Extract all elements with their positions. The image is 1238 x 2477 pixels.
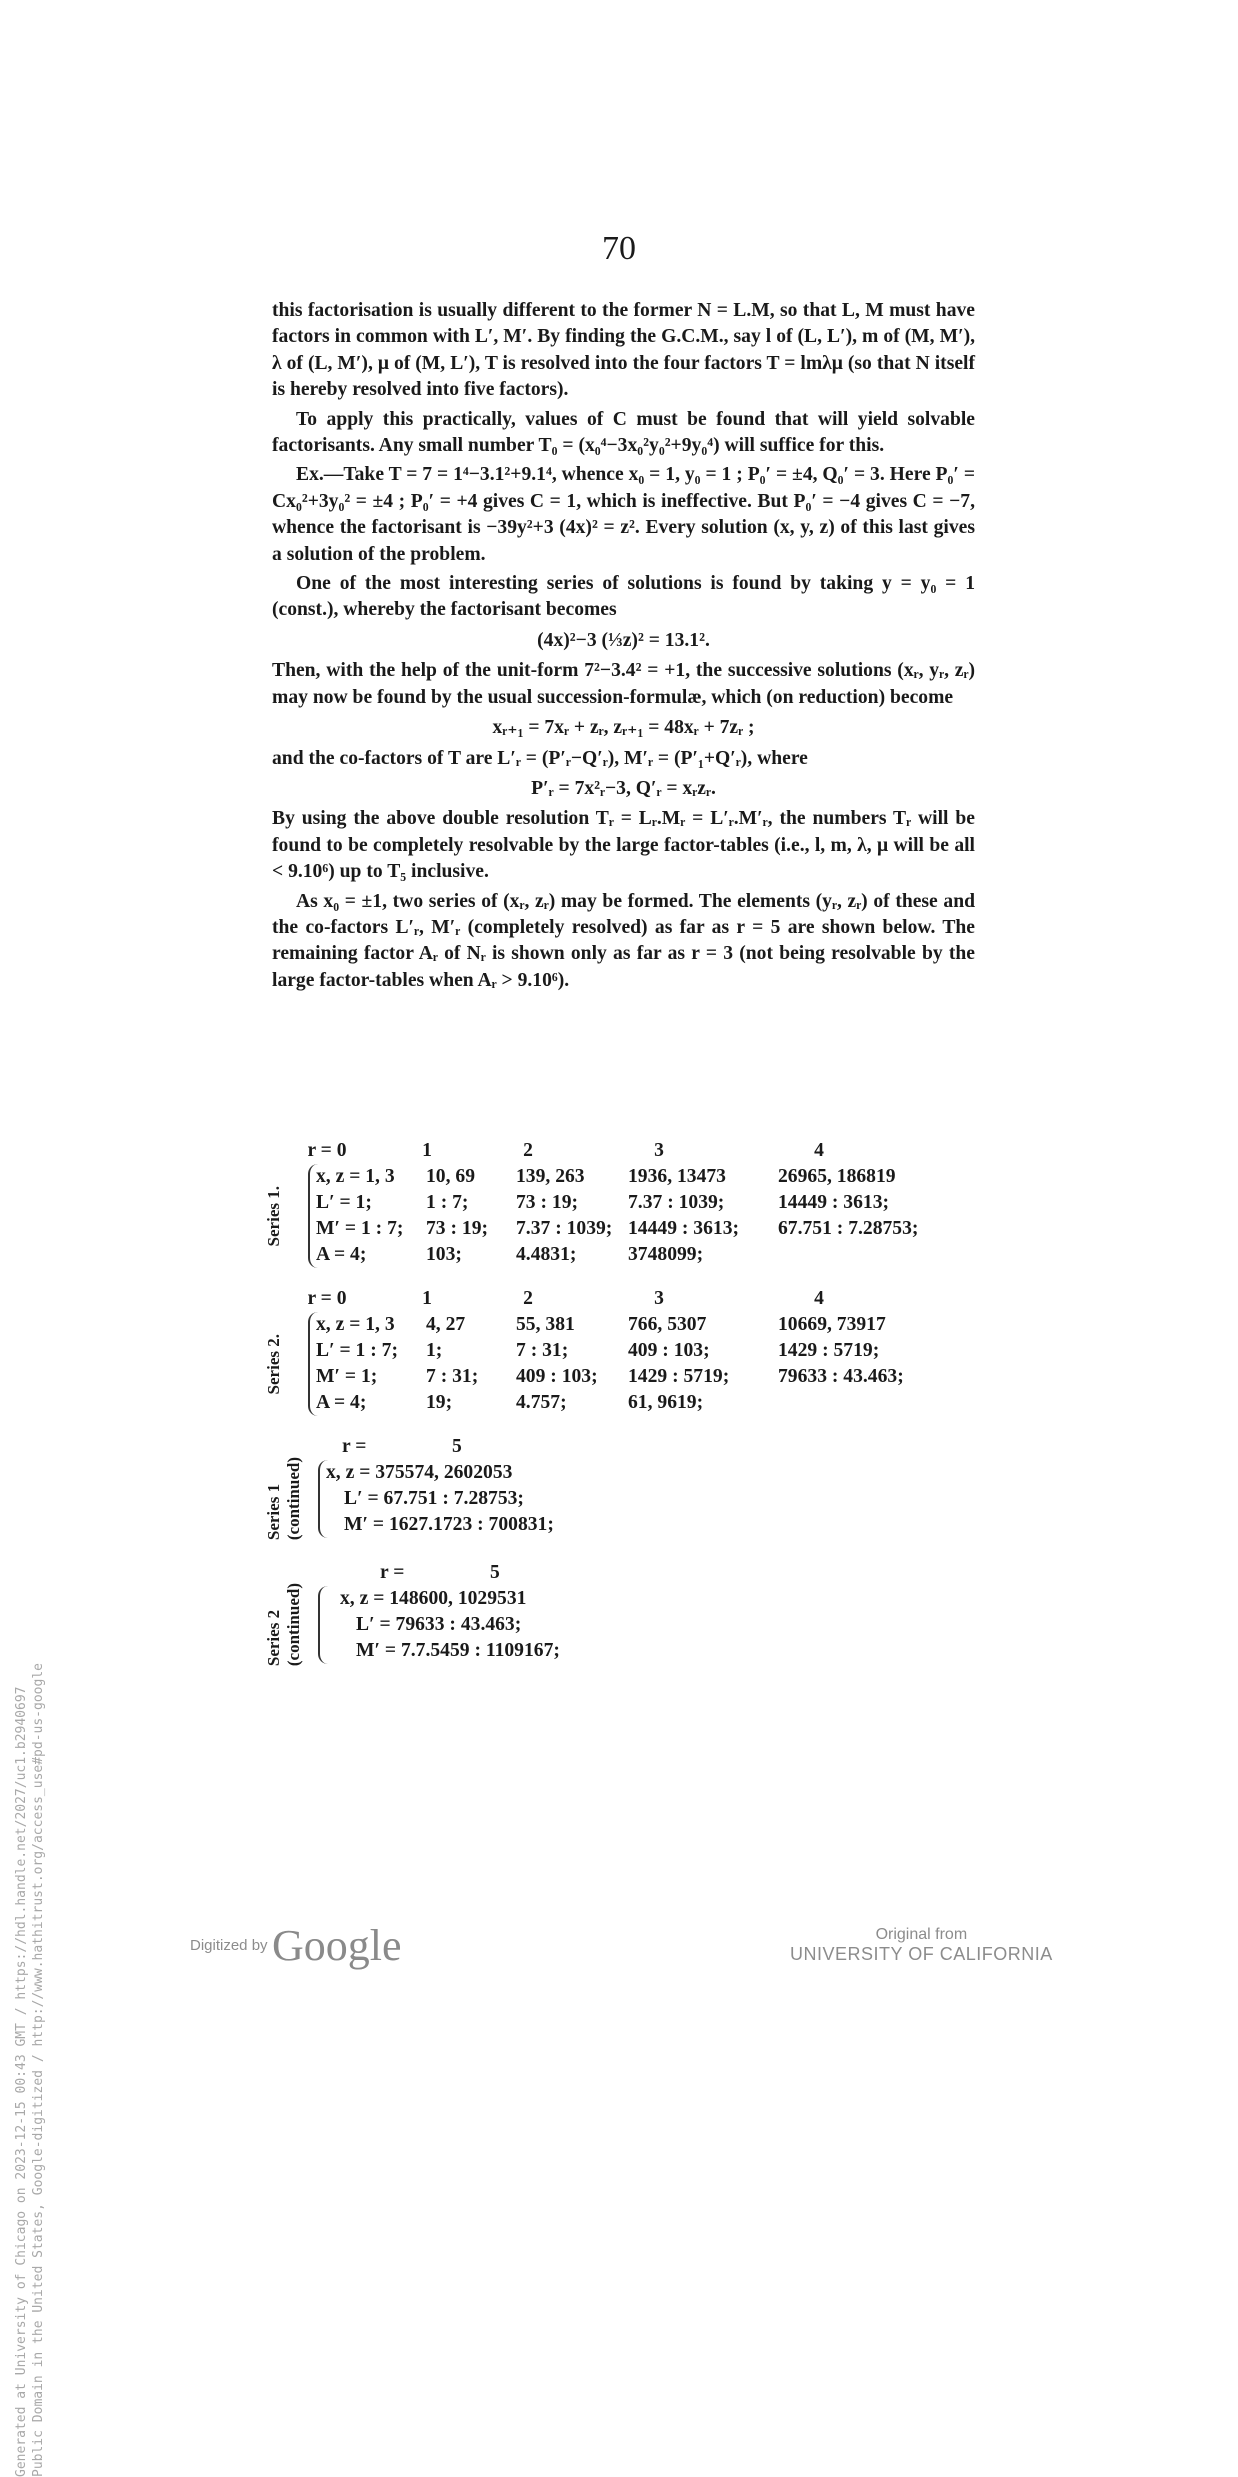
paragraph: and the co-factors of T are L′ᵣ = (P′ᵣ−Q′ᵣ), M′ᵣ = (P′₁+Q′ᵣ), where — [272, 747, 808, 769]
hathitrust-watermark — [13, 497, 47, 2477]
header-cell: 1 — [422, 1288, 432, 1309]
table-row: M′ = 1 : 7; 73 : 19; 7.37 : 1039; 14449 : 3613; 67.751 : 7.28753; — [316, 1218, 919, 1239]
table-row: x, z = 1, 3 4, 27 55, 381 766, 5307 10669, 73917 — [316, 1314, 886, 1335]
body-text — [272, 298, 975, 997]
equation: P′ᵣ = 7x²ᵣ−3, Q′ᵣ = xᵣzᵣ. — [531, 777, 716, 799]
header-cell: r = 0 — [307, 1288, 347, 1309]
digitized-by-google — [190, 1920, 402, 1971]
table-header: r = 5 — [342, 1436, 462, 1457]
series-label: Series 2. — [264, 1333, 283, 1395]
table-row: M′ = 7.7.5459 : 1109167; — [356, 1640, 560, 1661]
table-row: x, z = 375574, 2602053 — [326, 1462, 513, 1483]
series-label: Series 1. — [264, 1185, 283, 1247]
table-header — [230, 1286, 992, 1312]
header-cell: r = 0 — [307, 1140, 347, 1161]
table-row: L′ = 1 : 7; 1; 7 : 31; 409 : 103; 1429 : 5719; — [316, 1340, 880, 1361]
series-2-table — [264, 1286, 992, 1416]
paragraph: By using the above double resolution Tᵣ = Lᵣ.Mᵣ = L′ᵣ.M′ᵣ, the numbers Tᵣ will be found to be completely resolvable by the large factor-tables (i.e., l, m, λ, μ will be all < 9.10⁶) up to T₅ inclusive. — [272, 808, 975, 883]
series-1-continued — [264, 1434, 992, 1541]
google-logo: Google — [272, 1921, 402, 1970]
original-from-label: Original from — [875, 1926, 968, 1943]
header-cell: 2 — [523, 1140, 533, 1161]
paragraph: this factorisation is usually different to the former N = L.M, so that L, M must have factors in common with L′, M′. By finding the G.C.M., say l of (L, L′), m of (M, M′), λ of (L, M′), μ of (M, L′), T is resolved into the four factors T = lmλμ (so that N itself is hereby resolved into five factors). — [272, 300, 975, 401]
table-row: x, z = 1, 3 10, 69 139, 263 1936, 13473 26965, 186819 — [316, 1166, 896, 1187]
series-label: Series 1 (continued) — [264, 1457, 303, 1541]
watermark-line: Public Domain in the United States, Google-digitized / http://www.hathitrust.org/access_use#pd-us-google — [31, 1663, 46, 2477]
header-cell: 2 — [523, 1288, 533, 1309]
table-row: M′ = 1627.1723 : 700831; — [344, 1514, 554, 1535]
table-row: x, z = 148600, 1029531 — [340, 1588, 527, 1609]
paragraph: Ex.—Take T = 7 = 1⁴−3.1²+9.1⁴, whence x₀ = 1, y₀ = 1 ; P₀′ = ±4, Q₀′ = 3. Here P₀′ = Cx₀²+3y₀² = ±4 ; P₀′ = +4 gives C = 1, which is ineffective. But P₀′ = −4 gives C = −7, whence the factorisant is −39y²+3 (4x)² = z². Every solution (x, y, z) of this last gives a solution of the problem. — [272, 464, 975, 565]
series-tables — [264, 1138, 992, 1686]
series-label: Series 2 (continued) — [264, 1583, 303, 1667]
original-from — [790, 1926, 1053, 1965]
paragraph: One of the most interesting series of solutions is found by taking y = y₀ = 1 (const.), whereby the factorisant becomes — [272, 573, 975, 621]
paragraph: To apply this practically, values of C must be found that will yield solvable factorisants. Any small number T₀ = (x₀⁴−3x₀²y₀²+9y₀⁴) will suffice for this. — [272, 408, 975, 457]
table-row: L′ = 1; 1 : 7; 73 : 19; 7.37 : 1039; 14449 : 3613; — [316, 1192, 890, 1213]
table-row: L′ = 79633 : 43.463; — [356, 1614, 522, 1635]
table-row: L′ = 67.751 : 7.28753; — [344, 1488, 524, 1509]
paragraph: Then, with the help of the unit-form 7²−3.4² = +1, the successive solutions (xᵣ, yᵣ, zᵣ) may now be found by the usual succession-formulæ, which (on reduction) become — [272, 660, 975, 708]
equation: xᵣ₊₁ = 7xᵣ + zᵣ, zᵣ₊₁ = 48xᵣ + 7zᵣ ; — [492, 717, 755, 739]
table-header — [230, 1138, 992, 1164]
watermark-line: Generated at University of Chicago on 2023-12-15 00:43 GMT / https://hdl.handle.net/2027/uc1.b2940697 — [14, 1686, 29, 2477]
institution-name: UNIVERSITY OF CALIFORNIA — [790, 1944, 1053, 1964]
digitized-label: Digitized by — [190, 1937, 268, 1954]
header-cell: 4 — [814, 1288, 824, 1309]
header-cell: 4 — [814, 1140, 824, 1161]
equation: (4x)²−3 (⅓z)² = 13.1². — [537, 629, 710, 651]
table-header: r = 5 — [380, 1562, 500, 1583]
series-1-table — [264, 1138, 992, 1268]
paragraph: As x₀ = ±1, two series of (xᵣ, zᵣ) may be formed. The elements (yᵣ, zᵣ) of these and the co-factors L′ᵣ, M′ᵣ (completely resolved) as far as r = 5 are shown below. The remaining factor Aᵣ of Nᵣ is shown only as far as r = 3 (not being resolvable by the large factor-tables when Aᵣ > 9.10⁶). — [272, 890, 975, 991]
table-row: A = 4; 103; 4.4831; 3748099; — [316, 1244, 704, 1265]
header-cell: 3 — [654, 1288, 664, 1309]
header-cell: 1 — [422, 1140, 432, 1161]
table-row: A = 4; 19; 4.757; 61, 9619; — [316, 1392, 704, 1413]
header-cell: 3 — [654, 1140, 664, 1161]
series-2-continued — [264, 1560, 992, 1667]
table-row: M′ = 1; 7 : 31; 409 : 103; 1429 : 5719; 79633 : 43.463; — [316, 1366, 904, 1387]
page-number: 70 — [602, 230, 636, 267]
